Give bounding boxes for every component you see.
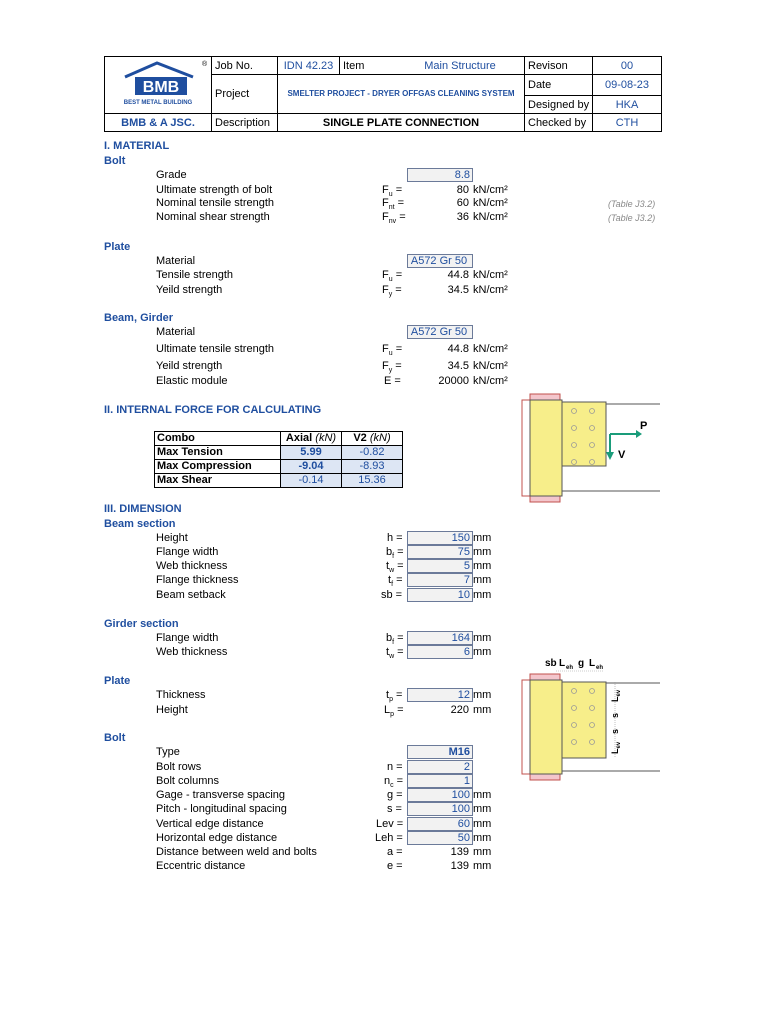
fnv-symbol: $F_{nv}$ =: [382, 211, 406, 226]
bf-symbol: $b_f$ =: [386, 546, 404, 561]
tw-input[interactable]: 5: [407, 559, 473, 573]
connection-diagram-dimensions: [500, 654, 660, 786]
e-unit: mm: [473, 860, 492, 872]
svg-text:g: g: [578, 658, 585, 669]
job-label: Job No.: [212, 57, 278, 75]
tp-symbol: $t_p$ =: [386, 689, 403, 704]
plate-fy-label: Yeild strength: [156, 284, 223, 296]
tf-unit: mm: [473, 574, 492, 586]
beam-e-unit: kN/cm²: [473, 375, 508, 387]
lp-label: Height: [156, 704, 188, 716]
svg-text:s: s: [610, 728, 620, 734]
lp-symbol: $L_p$ =: [384, 704, 404, 719]
force-row: [155, 446, 403, 460]
force-row-v2: 15.36: [342, 474, 403, 488]
tp-label: Thickness: [156, 689, 206, 701]
beam-fu-unit: kN/cm²: [473, 343, 508, 355]
fnv-value: 36: [456, 211, 469, 223]
girder-bf-symbol: $b_f$ =: [386, 632, 404, 647]
force-row: [155, 460, 403, 474]
girder-bf-input[interactable]: 164: [407, 631, 473, 645]
force-row-name: Max Compression: [155, 460, 281, 474]
beam-material-input[interactable]: A572 Gr 50: [407, 325, 473, 339]
tw-symbol: $t_w$ =: [386, 560, 404, 575]
fnt-value: 60: [456, 197, 469, 209]
plate-fu-symbol: $F_u$ =: [382, 269, 403, 284]
girder-tw-input[interactable]: 6: [407, 645, 473, 659]
force-row-axial: -9.04: [281, 460, 342, 474]
girder-tw-label: Web thickness: [156, 646, 228, 658]
nc-input[interactable]: 1: [407, 774, 473, 788]
sb-label: Beam setback: [156, 589, 226, 601]
g-unit: mm: [473, 789, 492, 801]
nc-label: Bolt columns: [156, 775, 219, 787]
type-label: Type: [156, 746, 180, 758]
force-row-v2: -8.93: [342, 460, 403, 474]
item-label: Item: [343, 59, 365, 72]
svg-text:®: ®: [202, 61, 208, 68]
girder-bf-unit: mm: [473, 632, 492, 644]
logo-cell: [105, 57, 212, 114]
girder-bf-label: Flange width: [156, 632, 219, 644]
plate-material-label: Material: [156, 255, 196, 267]
force-row-axial: 5.99: [281, 446, 342, 460]
a-symbol: a =: [387, 846, 403, 858]
bf-unit: mm: [473, 546, 492, 558]
lev-unit: mm: [473, 818, 492, 830]
force-header-combo: Combo: [155, 432, 281, 446]
beam-section-title: Beam section: [104, 518, 176, 530]
beam-material-label: Material: [156, 326, 196, 338]
beam-girder-title: Beam, Girder: [104, 312, 174, 324]
grade-input[interactable]: 8.8: [407, 168, 473, 182]
s-unit: mm: [473, 803, 492, 815]
plate-title: Plate: [104, 241, 131, 253]
checked-label: Checked by: [525, 114, 593, 132]
fnt-symbol: $F_{nt}$ =: [382, 197, 405, 212]
beam-fy-label: Yeild strength: [156, 360, 223, 372]
s-symbol: s =: [387, 803, 402, 815]
project-label: Project: [212, 75, 278, 114]
force-row: [155, 474, 403, 488]
tp-input[interactable]: 12: [407, 688, 473, 702]
description-value: SINGLE PLATE CONNECTION: [278, 114, 525, 132]
g-input[interactable]: 100: [407, 788, 473, 802]
beam-e-symbol: E =: [384, 375, 401, 387]
revision-value: 00: [593, 57, 662, 75]
grade-label: Grade: [156, 169, 187, 181]
h-unit: mm: [473, 532, 492, 544]
force-row-name: Max Shear: [155, 474, 281, 488]
force-header-axial: Axial (kN): [281, 432, 342, 446]
plate-fy-value: 34.5: [447, 284, 469, 296]
svg-text:BMB: BMB: [142, 79, 180, 96]
project-value: SMELTER PROJECT - DRYER OFFGAS CLEANING SYSTEM: [278, 75, 525, 114]
plate-fu-value: 44.8: [447, 269, 469, 281]
fnt-unit: kN/cm²: [473, 197, 508, 209]
bf-label: Flange width: [156, 546, 219, 558]
force-row-axial: -0.14: [281, 474, 342, 488]
bf-input[interactable]: 75: [407, 545, 473, 559]
sb-symbol: sb =: [381, 589, 403, 601]
e-symbol: e =: [387, 860, 403, 872]
plate-fu-label: Tensile strength: [156, 269, 234, 281]
beam-fy-unit: kN/cm²: [473, 360, 508, 372]
beam-fu-symbol: $F_u$ =: [382, 343, 403, 358]
beam-fy-symbol: $F_y$ =: [382, 360, 402, 375]
force-header-v2: V2 (kN): [342, 432, 403, 446]
a-value: 139: [450, 846, 469, 858]
h-label: Height: [156, 532, 188, 544]
girder-tw-symbol: $t_w$ =: [386, 646, 404, 661]
svg-text:Lev: $L_{ev}$: [610, 741, 622, 754]
fu-label: Ultimate strength of bolt: [156, 184, 273, 196]
bmb-logo: [105, 57, 212, 109]
svg-text:V: V: [618, 449, 626, 461]
n-label: Bolt rows: [156, 761, 202, 773]
date-label: Date: [525, 75, 593, 96]
lp-unit: mm: [473, 704, 492, 716]
sb-input[interactable]: 10: [407, 588, 473, 602]
designed-label: Designed by: [525, 96, 593, 114]
force-row-name: Max Tension: [155, 446, 281, 460]
svg-text:BEST METAL BUILDING: BEST METAL BUILDING: [123, 100, 193, 106]
revision-label: Revison: [525, 57, 593, 75]
fu-value: 80: [456, 184, 469, 196]
force-title: II. INTERNAL FORCE FOR CALCULATING: [104, 404, 322, 416]
e-label: Eccentric distance: [156, 860, 246, 872]
dim-bolt-title: Bolt: [104, 732, 126, 744]
nc-symbol: $n_c$ =: [384, 775, 404, 790]
bolt-title: Bolt: [104, 155, 126, 167]
tw-unit: mm: [473, 560, 492, 572]
e-value: 139: [450, 860, 469, 872]
a-label: Distance between weld and bolts: [156, 846, 317, 858]
s-label: Pitch - longitudinal spacing: [156, 803, 287, 815]
plate-fu-unit: kN/cm²: [473, 269, 508, 281]
force-row-v2: -0.82: [342, 446, 403, 460]
item-cell: [340, 57, 525, 75]
beam-fu-label: Ultimate tensile strength: [156, 343, 274, 355]
fnv-unit: kN/cm²: [473, 211, 508, 223]
dim-plate-title: Plate: [104, 675, 131, 687]
svg-text:sb: sb: [545, 658, 557, 669]
a-unit: mm: [473, 846, 492, 858]
h-input[interactable]: 150: [407, 531, 473, 545]
fu-unit: kN/cm²: [473, 184, 508, 196]
n-symbol: n =: [387, 761, 403, 773]
connection-diagram-forces: [500, 392, 660, 506]
leh-unit: mm: [473, 832, 492, 844]
tw-label: Web thickness: [156, 560, 228, 572]
material-title: I. MATERIAL: [104, 140, 170, 152]
girder-tw-unit: mm: [473, 646, 492, 658]
type-input[interactable]: M16: [407, 745, 473, 759]
plate-material-input[interactable]: A572 Gr 50: [407, 254, 473, 268]
n-input[interactable]: 2: [407, 760, 473, 774]
beam-e-value: 20000: [438, 375, 469, 387]
fnt-label: Nominal tensile strength: [156, 197, 275, 209]
svg-text:eh: eh: [566, 665, 574, 671]
svg-text:eh: eh: [596, 665, 604, 671]
company-name: BMB & A JSC.: [105, 114, 212, 132]
beam-fu-value: 44.8: [447, 343, 469, 355]
svg-text:L: L: [589, 658, 596, 669]
svg-text:L: L: [559, 658, 566, 669]
plate-fy-unit: kN/cm²: [473, 284, 508, 296]
svg-text:s: s: [610, 712, 620, 718]
lp-value: 220: [450, 704, 469, 716]
leh-symbol: Leh =: [375, 832, 403, 844]
header-block: [104, 56, 661, 129]
fnv-note: (Table J3.2): [608, 213, 656, 223]
force-table: [154, 431, 403, 488]
lev-symbol: Lev =: [376, 818, 404, 830]
job-value: IDN 42.23: [278, 57, 340, 75]
svg-text:P: P: [640, 420, 648, 432]
leh-input[interactable]: 50: [407, 831, 473, 845]
tf-label: Flange thickness: [156, 574, 239, 586]
lev-label: Vertical edge distance: [156, 818, 264, 830]
designed-value: HKA: [593, 96, 662, 114]
lev-input[interactable]: 60: [407, 817, 473, 831]
sb-unit: mm: [473, 589, 492, 601]
s-input[interactable]: 100: [407, 802, 473, 816]
g-symbol: g =: [387, 789, 403, 801]
fnv-label: Nominal shear strength: [156, 211, 270, 223]
beam-fy-value: 34.5: [447, 360, 469, 372]
fu-symbol: $F_u$ =: [382, 184, 403, 199]
fnt-note: (Table J3.2): [608, 199, 656, 209]
tf-input[interactable]: 7: [407, 573, 473, 587]
plate-fy-symbol: $F_y$ =: [382, 284, 402, 299]
h-symbol: h =: [387, 532, 403, 544]
girder-section-title: Girder section: [104, 618, 179, 630]
svg-text:Lev: $L_{ev}$: [610, 689, 622, 702]
g-label: Gage - transverse spacing: [156, 789, 286, 801]
date-value: 09-08-23: [593, 75, 662, 96]
leh-label: Horizontal edge distance: [156, 832, 278, 844]
checked-value: CTH: [593, 114, 662, 132]
item-value: Main Structure: [424, 59, 496, 72]
dimension-title: III. DIMENSION: [104, 503, 182, 515]
tp-unit: mm: [473, 689, 492, 701]
tf-symbol: $t_f$ =: [388, 574, 403, 589]
description-label: Description: [212, 114, 278, 132]
beam-e-label: Elastic module: [156, 375, 228, 387]
